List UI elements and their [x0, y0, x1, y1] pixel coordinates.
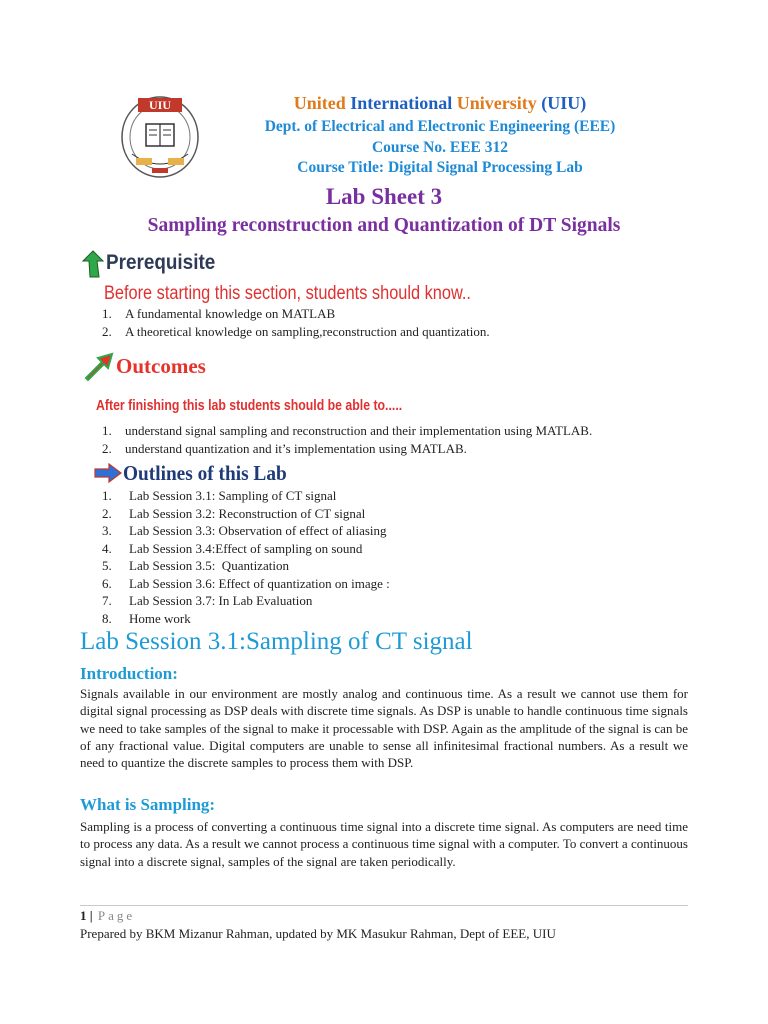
introduction-heading: Introduction: [80, 664, 178, 683]
list-text: understand signal sampling and reconstruction and their implementation using MATLAB. [125, 423, 593, 438]
uni-abbr: (UIU) [541, 93, 587, 113]
list-text: Lab Session 3.2: Reconstruction of CT signal [129, 505, 366, 521]
list-number: 5. [102, 558, 112, 573]
list-number: 2. [102, 505, 112, 521]
list-number: 4. [102, 540, 112, 556]
sampling-paragraph: Sampling is a process of converting a continuous time signal into a discrete time signal. As computers are need time to process any data. As a result we cannot process a continuous time signal with a computer. To convert a continuous signal into a discrete signal, samples of the signal are taken periodically. [80, 819, 688, 869]
uni-international: International [350, 93, 453, 113]
prerequisite-subheading: Before starting this section, students should know.. [104, 283, 471, 304]
page-label: Page [97, 908, 136, 923]
department-name: Dept. of Electrical and Electronic Engineering (EEE) [264, 118, 616, 135]
list-text: A theoretical knowledge on sampling,reconstruction and quantization. [125, 323, 490, 339]
list-text: A fundamental knowledge on MATLAB [125, 306, 336, 321]
list-text: Lab Session 3.5: Quantization [129, 558, 289, 573]
outlines-heading: Outlines of this Lab [123, 461, 287, 485]
prepared-by: Prepared by BKM Mizanur Rahman, updated by MK Masukur Rahman, Dept of EEE, UIU [80, 926, 556, 941]
list-number: 1. [102, 306, 112, 321]
uni-university: University [456, 93, 537, 113]
university-seal-icon [118, 94, 202, 180]
course-title: Course Title: Digital Signal Processing Lab [297, 159, 583, 176]
course-number: Course No. EEE 312 [371, 139, 509, 156]
list-number: 2. [102, 440, 112, 456]
list-number: 6. [102, 575, 112, 591]
list-number: 7. [102, 593, 112, 608]
list-number: 1. [102, 488, 112, 503]
list-text: Lab Session 3.1: Sampling of CT signal [129, 488, 337, 503]
list-text: understand quantization and it’s implementation using MATLAB. [125, 440, 467, 456]
outcomes-heading: Outcomes [116, 354, 206, 378]
list-number: 1. [102, 423, 112, 438]
lab-sheet-title: Lab Sheet 3 [325, 184, 443, 209]
prerequisite-heading: Prerequisite [106, 251, 216, 274]
list-text: Lab Session 3.7: In Lab Evaluation [129, 593, 313, 608]
footer-divider [80, 905, 688, 906]
uni-united: United [293, 93, 346, 113]
blue-arrow-right-icon [94, 463, 122, 483]
list-number: 2. [102, 323, 112, 339]
outcomes-subheading: After finishing this lab students should be able to..... [96, 397, 403, 414]
red-green-arrow-icon [84, 352, 114, 382]
logo-text: UIU [148, 98, 172, 112]
list-number: 8. [102, 610, 112, 626]
page-number [80, 908, 135, 924]
green-arrow-up-icon [82, 250, 104, 278]
university-name [200, 93, 680, 114]
list-text: Lab Session 3.4:Effect of sampling on sound [129, 540, 363, 556]
list-text: Home work [129, 610, 191, 626]
page-number-value: 1 [80, 908, 87, 923]
lab-subtitle: Sampling reconstruction and Quantization of DT Signals [147, 215, 621, 236]
session-title: Lab Session 3.1:Sampling of CT signal [80, 628, 473, 655]
page-separator: | [89, 908, 93, 923]
sampling-heading: What is Sampling: [80, 795, 216, 814]
list-text: Lab Session 3.6: Effect of quantization on image : [129, 575, 390, 591]
introduction-paragraph: Signals available in our environment are mostly analog and continuous time. As a result we cannot use them for digital signal processing as DSP deals with discrete time signals. As DSP is unable to handle continuous time signals we need to take samples of the signal to make it processable with DSP. Again as the amplitude of the signal is can be of any fractional value. Digital computers are unable to sense all infinitesimal fractional numbers. As a result we need to quantize the discrete samples to process them with DSP. [80, 686, 688, 771]
list-number: 3. [102, 523, 112, 538]
list-text: Lab Session 3.3: Observation of effect of aliasing [129, 523, 387, 538]
